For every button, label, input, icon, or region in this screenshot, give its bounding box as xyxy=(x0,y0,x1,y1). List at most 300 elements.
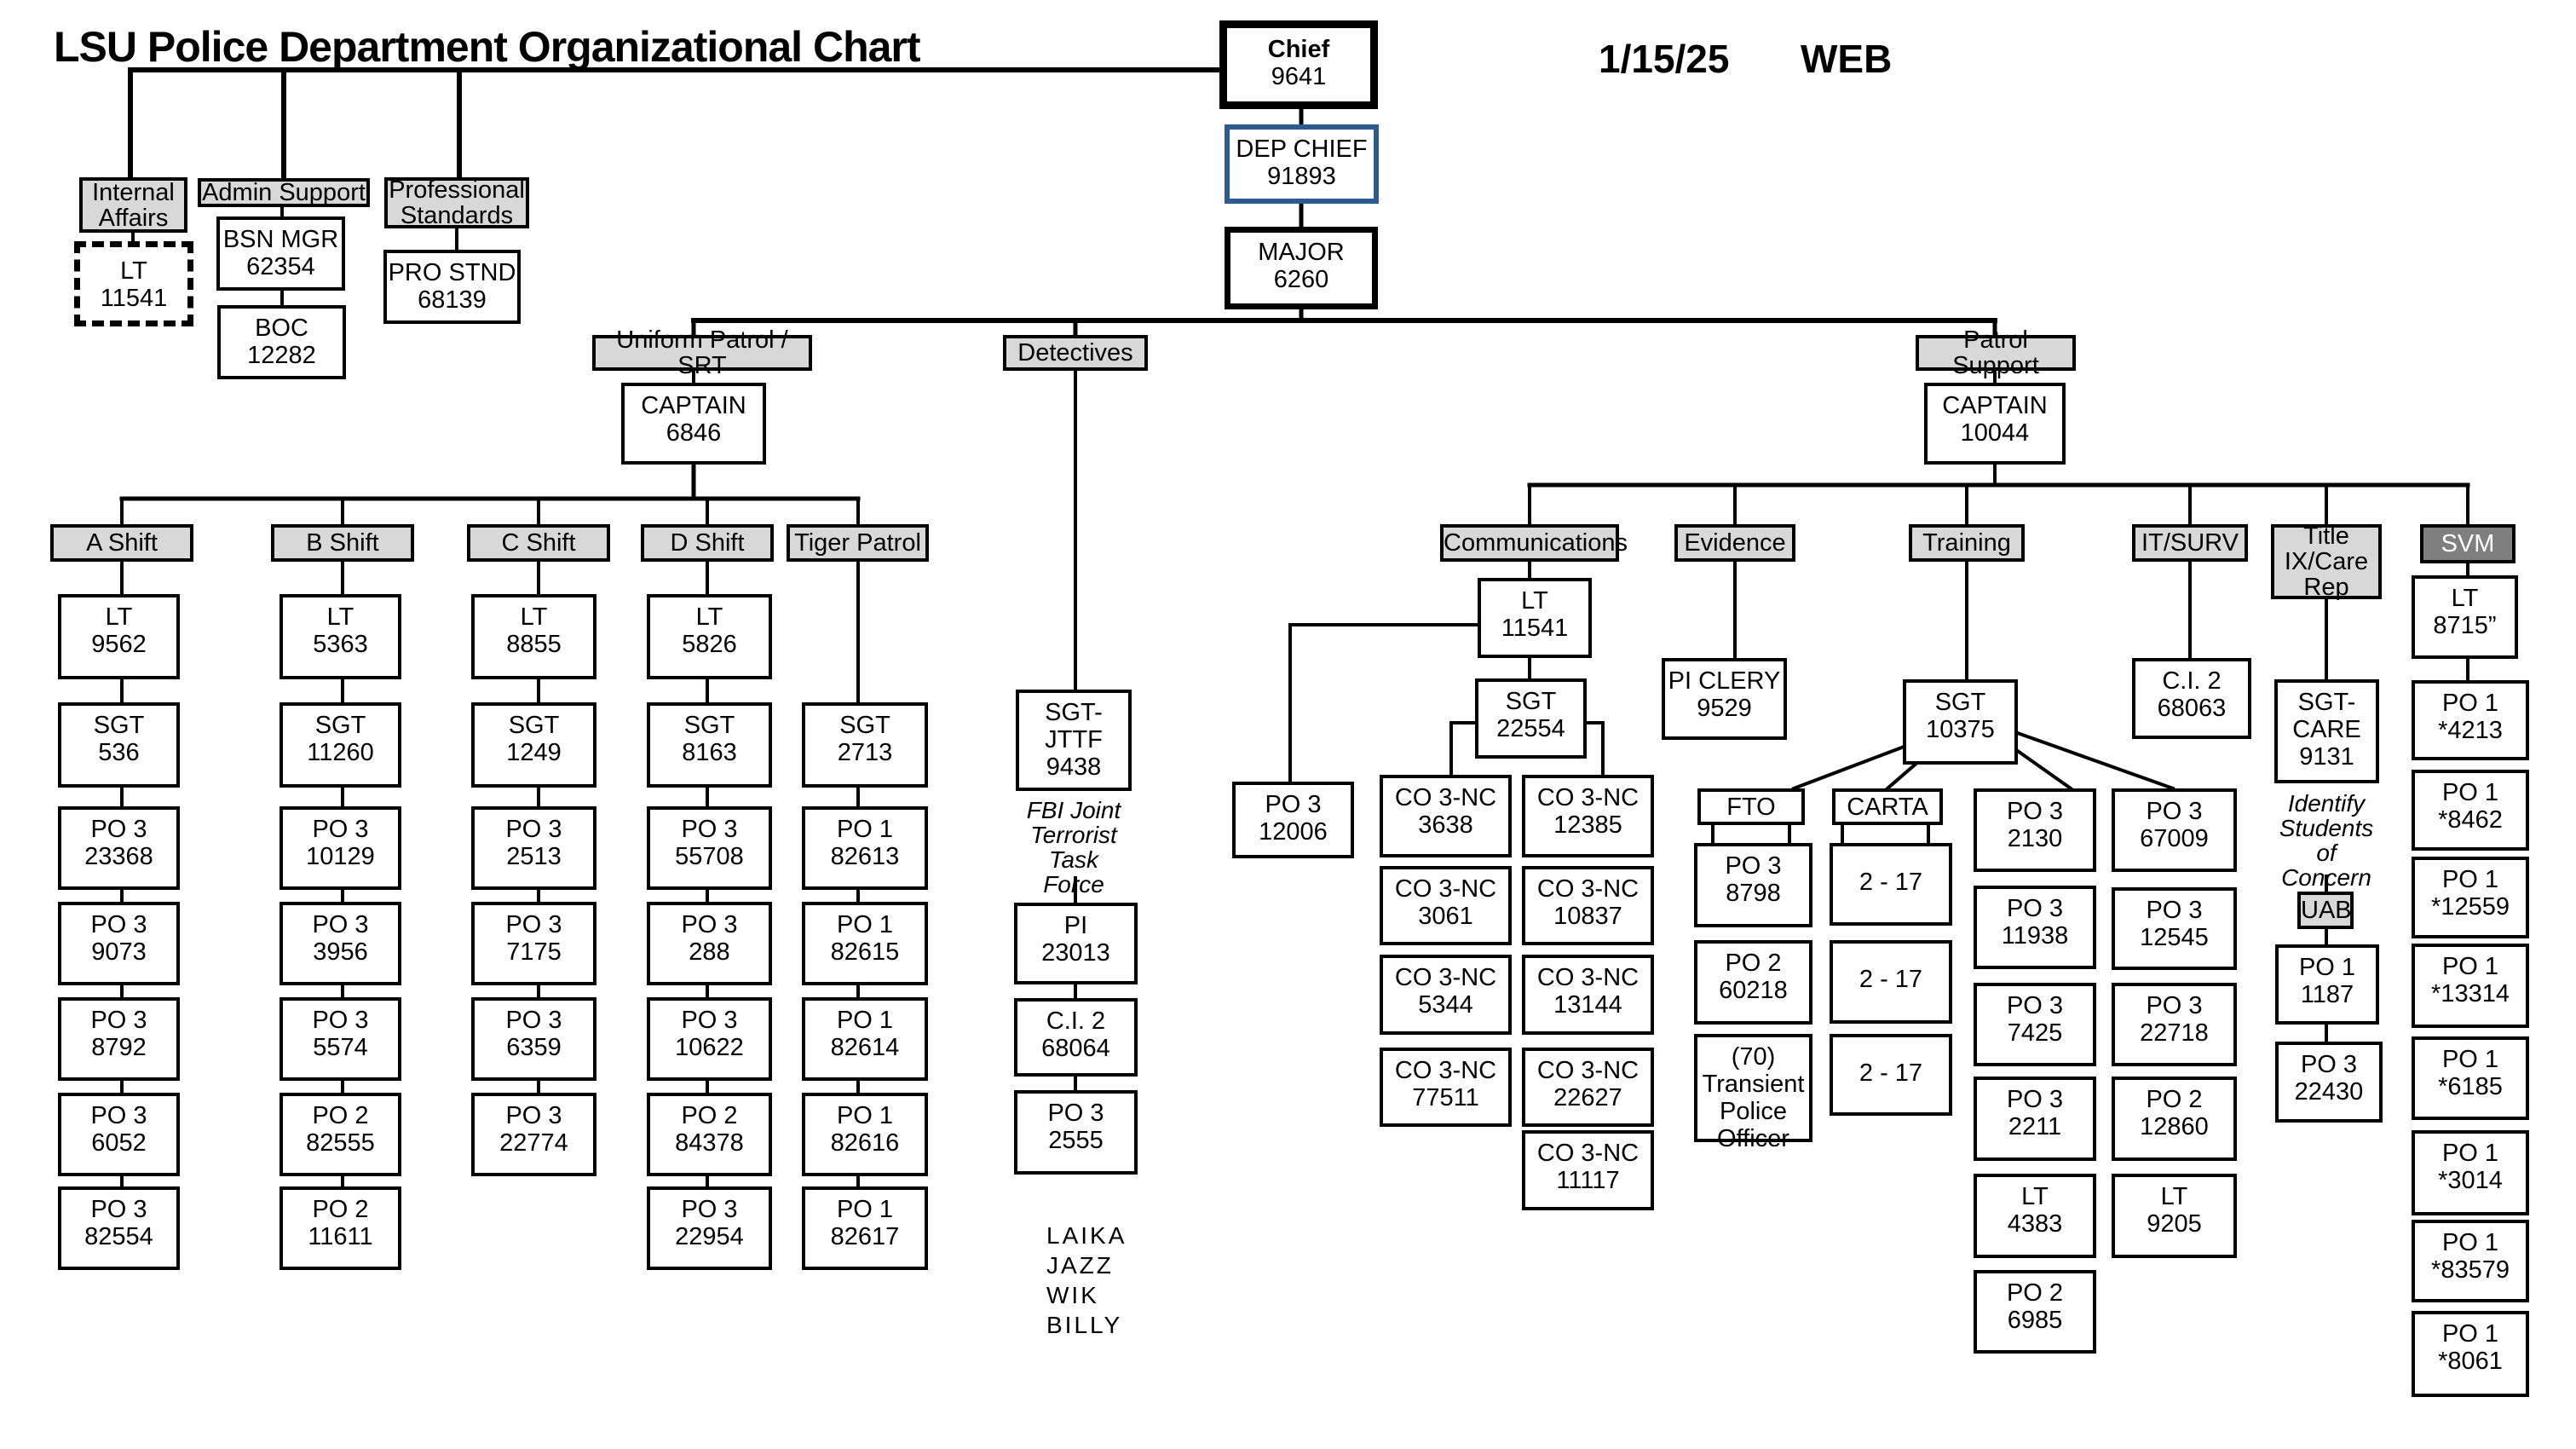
node-trn-po-7425-line-1: 7425 xyxy=(2007,1019,2063,1047)
node-hdr-patrol-support-line-0: Patrol Support xyxy=(1952,326,2039,379)
node-svm-po-4213 xyxy=(2412,680,2529,760)
node-lt-internal-affairs-line-0: LT xyxy=(120,257,147,285)
node-ci2-68063-line-1: 68063 xyxy=(2157,695,2227,722)
node-c-po-6359-line-0: PO 3 xyxy=(505,1007,562,1034)
node-co-12385-line-1: 12385 xyxy=(1553,811,1622,839)
node-po-1187-line-1: 1187 xyxy=(2300,981,2354,1008)
node-ci2-68063-line-0: C.I. 2 xyxy=(2162,667,2222,695)
node-captain-6846-line-0: CAPTAIN xyxy=(641,392,746,419)
node-d-sgt-line-0: SGT xyxy=(683,712,735,739)
node-svm-lt-line-1: 8715” xyxy=(2433,612,2497,639)
node-sgt-10375 xyxy=(1903,679,2018,765)
node-co-10837 xyxy=(1522,866,1654,945)
node-a-po-23368-line-1: 23368 xyxy=(84,843,153,870)
node-transient-officers xyxy=(1694,1034,1812,1152)
node-svm-po-13314-line-0: PO 1 xyxy=(2441,953,2499,980)
node-d-po-55708 xyxy=(647,806,772,890)
node-trn-po-2130 xyxy=(1974,788,2096,872)
node-d-po-55708-line-1: 55708 xyxy=(675,843,744,870)
node-sgt-care-line-1: CARE xyxy=(2292,716,2361,743)
node-c-lt xyxy=(471,594,596,679)
node-a-po-6052-line-1: 6052 xyxy=(91,1129,147,1157)
node-boc xyxy=(217,305,346,379)
node-co-3638 xyxy=(1380,775,1512,857)
node-svm-po-8462-line-1: *8462 xyxy=(2438,806,2503,834)
node-hdr-uab xyxy=(2297,892,2354,929)
node-sgt-care-line-2: 9131 xyxy=(2299,743,2354,771)
node-b-po-10129 xyxy=(279,806,401,890)
node-k9-names-line-1: JAZZ xyxy=(1046,1252,1114,1279)
node-fto-po-60218-line-1: 60218 xyxy=(1719,977,1788,1004)
node-tiger-po-82616-line-1: 82616 xyxy=(830,1129,900,1157)
node-chief xyxy=(1219,20,1378,109)
node-hdr-communications xyxy=(1440,524,1628,562)
node-hdr-detectives-line-0: Detectives xyxy=(1017,339,1133,367)
node-hdr-title-ix-care-rep-line-2: Rep xyxy=(2303,574,2349,601)
node-c-po-7175-line-0: PO 3 xyxy=(505,911,562,938)
node-svm-po-8061 xyxy=(2412,1311,2529,1397)
node-sgt-10375-line-0: SGT xyxy=(1934,689,1986,716)
node-d-sgt-line-1: 8163 xyxy=(682,739,737,766)
node-tiger-sgt-line-0: SGT xyxy=(839,712,890,739)
node-pi-23013-line-1: 23013 xyxy=(1041,939,1110,967)
node-po-12006-line-1: 12006 xyxy=(1259,818,1328,846)
node-po-1187 xyxy=(2275,944,2379,1025)
node-co-13144 xyxy=(1522,955,1654,1035)
node-a-po-6052-line-0: PO 3 xyxy=(90,1102,147,1129)
node-trn-lt-4383 xyxy=(1974,1174,2096,1258)
node-identify-note-line-0: Identify xyxy=(2287,790,2366,817)
node-hdr-c-shift-line-0: C Shift xyxy=(501,529,576,557)
node-chief-line-0: Chief xyxy=(1267,36,1330,63)
node-trn-po-22718 xyxy=(2112,983,2237,1066)
node-svm-po-4213-line-0: PO 1 xyxy=(2441,690,2499,717)
node-sgt-jttf-line-1: JTTF xyxy=(1045,726,1103,753)
node-a-lt-line-1: 9562 xyxy=(91,631,147,658)
node-b-po-3956-line-0: PO 3 xyxy=(312,911,369,938)
node-c-po-2513-line-0: PO 3 xyxy=(505,816,562,843)
node-hdr-admin-support-line-0: Admin Support xyxy=(202,179,366,206)
node-c-po-7175-line-1: 7175 xyxy=(506,938,562,966)
node-bsn-mgr xyxy=(216,216,345,291)
node-b-po-5574-line-0: PO 3 xyxy=(312,1007,369,1034)
node-c-po-7175 xyxy=(471,902,596,985)
node-ci2-68064-line-1: 68064 xyxy=(1041,1035,1110,1062)
node-hdr-professional-standards-line-0: Professional xyxy=(389,176,525,204)
node-d-po-22954-line-1: 22954 xyxy=(675,1223,744,1250)
node-a-po-9073-line-0: PO 3 xyxy=(90,911,147,938)
node-svm-po-6185-line-0: PO 1 xyxy=(2441,1046,2499,1073)
node-co-10837-line-0: CO 3-NC xyxy=(1536,875,1640,903)
node-trn-po-6985-line-0: PO 2 xyxy=(2006,1279,2064,1307)
node-hdr-title-ix-care-rep-line-1: IX/Care xyxy=(2284,548,2369,575)
node-hdr-title-ix-care-rep xyxy=(2271,524,2382,599)
node-carta-2-line-0: 2 - 17 xyxy=(1859,966,1923,993)
node-c-sgt xyxy=(471,702,596,788)
node-d-po-10622 xyxy=(647,997,772,1081)
node-dep-chief-line-0: DEP CHIEF xyxy=(1236,136,1368,163)
node-tiger-po-82614-line-0: PO 1 xyxy=(836,1007,894,1034)
node-svm-lt-line-0: LT xyxy=(2451,585,2479,612)
node-svm-po-6185-line-1: *6185 xyxy=(2438,1073,2503,1100)
node-po-22430-line-0: PO 3 xyxy=(2300,1051,2358,1078)
node-hdr-admin-support xyxy=(198,178,370,207)
node-svm-lt xyxy=(2412,575,2518,659)
node-co-11117-line-0: CO 3-NC xyxy=(1536,1140,1640,1167)
node-c-po-22774-line-1: 22774 xyxy=(499,1129,568,1157)
node-d-po-55708-line-0: PO 3 xyxy=(681,816,738,843)
node-co-12385 xyxy=(1522,775,1654,857)
node-po-22430 xyxy=(2275,1042,2383,1123)
node-comms-sgt xyxy=(1475,678,1587,759)
node-a-lt xyxy=(58,594,180,679)
node-captain-6846-line-1: 6846 xyxy=(666,419,722,447)
node-d-po-84378-line-1: 84378 xyxy=(675,1129,744,1157)
node-hdr-evidence xyxy=(1674,524,1795,562)
node-pi-clery-line-1: 9529 xyxy=(1697,695,1752,722)
node-b-po-11611-line-1: 11611 xyxy=(308,1223,373,1250)
node-tiger-po-82614-line-1: 82614 xyxy=(830,1034,900,1061)
node-hdr-training-line-0: Training xyxy=(1922,529,2011,557)
node-svm-po-12559-line-1: *12559 xyxy=(2431,893,2510,921)
node-boc-line-1: 12282 xyxy=(247,342,316,369)
node-co-12385-line-0: CO 3-NC xyxy=(1536,784,1640,811)
node-fto-po-60218-line-0: PO 2 xyxy=(1725,950,1782,977)
node-b-po-82555-line-0: PO 2 xyxy=(312,1102,369,1129)
node-b-po-5574 xyxy=(279,997,401,1081)
node-comms-lt xyxy=(1478,578,1592,658)
node-pro-stnd xyxy=(383,250,521,324)
node-major xyxy=(1225,227,1378,309)
node-tiger-po-82617-line-0: PO 1 xyxy=(836,1196,894,1223)
node-svm-po-8462 xyxy=(2412,770,2529,851)
node-transient-officers-line-3: Officer xyxy=(1717,1125,1789,1152)
node-chief-line-1: 9641 xyxy=(1271,63,1327,90)
node-trn-po-2211 xyxy=(1974,1077,2096,1161)
node-trn-po-12860-line-1: 12860 xyxy=(2140,1113,2209,1140)
node-co-11117-line-1: 11117 xyxy=(1556,1167,1620,1194)
node-trn-po-22718-line-1: 22718 xyxy=(2140,1019,2209,1047)
node-fto-po-8798-line-1: 8798 xyxy=(1726,880,1781,907)
node-sgt-jttf-line-0: SGT- xyxy=(1045,699,1103,726)
node-ci2-68063 xyxy=(2132,658,2251,739)
node-trn-po-22718-line-0: PO 3 xyxy=(2146,992,2203,1019)
node-trn-po-12545-line-0: PO 3 xyxy=(2146,897,2203,924)
node-tiger-po-82615-line-0: PO 1 xyxy=(836,911,894,938)
node-hdr-b-shift xyxy=(271,524,414,562)
node-tiger-po-82616-line-0: PO 1 xyxy=(836,1102,894,1129)
node-co-3638-line-0: CO 3-NC xyxy=(1394,784,1497,811)
node-dep-chief xyxy=(1225,124,1379,204)
node-trn-po-7425 xyxy=(1974,983,2096,1066)
node-c-po-22774-line-0: PO 3 xyxy=(505,1102,562,1129)
node-c-po-2513 xyxy=(471,806,596,890)
node-captain-10044 xyxy=(1924,383,2066,465)
node-d-po-10622-line-0: PO 3 xyxy=(681,1007,738,1034)
node-svm-po-13314 xyxy=(2412,944,2529,1028)
node-hdr-detectives xyxy=(1003,335,1148,371)
node-lt-internal-affairs xyxy=(74,241,193,326)
node-trn-po-12860-line-0: PO 2 xyxy=(2146,1086,2203,1113)
node-major-line-0: MAJOR xyxy=(1258,239,1345,266)
node-tiger-po-82613-line-1: 82613 xyxy=(830,843,900,870)
node-a-po-9073 xyxy=(58,902,180,985)
node-pro-stnd-line-1: 68139 xyxy=(418,286,487,314)
node-sgt-care xyxy=(2274,679,2379,783)
node-fbi-note xyxy=(1006,797,1142,898)
node-hdr-it-surv xyxy=(2132,524,2248,562)
node-sgt-care-line-0: SGT- xyxy=(2297,689,2356,716)
node-co-77511-line-1: 77511 xyxy=(1412,1084,1479,1111)
node-trn-po-11938-line-1: 11938 xyxy=(2001,922,2069,950)
node-hdr-title-ix-care-rep-line-0: Title xyxy=(2303,522,2349,550)
node-k9-names-line-0: LAIKA xyxy=(1046,1222,1127,1249)
node-carta-1-line-0: 2 - 17 xyxy=(1859,869,1923,896)
node-trn-po-12545 xyxy=(2112,887,2237,970)
node-a-po-82554-line-1: 82554 xyxy=(84,1223,153,1250)
node-identify-note-line-1: Students xyxy=(2279,815,2374,841)
node-a-sgt xyxy=(58,702,180,788)
node-co-77511 xyxy=(1380,1048,1512,1127)
node-co-3061-line-0: CO 3-NC xyxy=(1394,875,1497,903)
node-hdr-d-shift-line-0: D Shift xyxy=(670,529,745,557)
chart-date: 1/15/25 xyxy=(1599,37,1730,81)
node-co-22627-line-0: CO 3-NC xyxy=(1536,1057,1640,1084)
node-po-2555-line-0: PO 3 xyxy=(1047,1100,1104,1127)
node-a-po-23368-line-0: PO 3 xyxy=(90,816,147,843)
node-svm-po-83579-line-1: *83579 xyxy=(2431,1256,2510,1284)
node-a-po-8792 xyxy=(58,997,180,1081)
node-co-13144-line-0: CO 3-NC xyxy=(1536,964,1640,991)
node-co-22627-line-1: 22627 xyxy=(1553,1084,1622,1111)
node-identify-note xyxy=(2258,790,2394,891)
node-fbi-note-line-0: FBI Joint xyxy=(1026,797,1121,823)
node-svm-po-6185 xyxy=(2412,1036,2529,1120)
node-b-po-11611 xyxy=(279,1186,401,1270)
node-a-po-9073-line-1: 9073 xyxy=(91,938,147,966)
node-fbi-note-line-3: Force xyxy=(1043,871,1104,898)
node-trn-po-7425-line-0: PO 3 xyxy=(2006,992,2064,1019)
node-hdr-fto-line-0: FTO xyxy=(1726,793,1776,821)
node-ci2-68064 xyxy=(1014,998,1138,1077)
node-trn-lt-9205-line-1: 9205 xyxy=(2147,1210,2202,1238)
node-pro-stnd-line-0: PRO STND xyxy=(388,259,516,286)
node-co-11117 xyxy=(1522,1130,1654,1210)
node-d-po-84378 xyxy=(647,1093,772,1176)
node-ci2-68064-line-0: C.I. 2 xyxy=(1046,1007,1106,1035)
node-hdr-b-shift-line-0: B Shift xyxy=(306,529,379,557)
node-c-po-2513-line-1: 2513 xyxy=(506,843,562,870)
node-hdr-training xyxy=(1909,524,2025,562)
node-svm-po-8061-line-0: PO 1 xyxy=(2441,1320,2499,1348)
node-sgt-jttf xyxy=(1016,690,1132,791)
node-identify-note-line-2: of xyxy=(2316,840,2337,866)
node-captain-10044-line-0: CAPTAIN xyxy=(1942,392,2048,419)
node-b-po-11611-line-0: PO 2 xyxy=(312,1196,369,1223)
node-hdr-patrol-support xyxy=(1916,326,2076,379)
node-bsn-mgr-line-1: 62354 xyxy=(246,253,315,280)
node-trn-lt-4383-line-1: 4383 xyxy=(2007,1210,2063,1238)
node-trn-po-67009-line-1: 67009 xyxy=(2140,825,2209,852)
node-a-po-82554-line-0: PO 3 xyxy=(90,1196,147,1223)
node-co-5344-line-1: 5344 xyxy=(1418,991,1473,1019)
page-title: LSU Police Department Organizational Chart xyxy=(54,23,920,71)
node-svm-po-3014-line-1: *3014 xyxy=(2438,1167,2503,1194)
node-d-po-22954-line-0: PO 3 xyxy=(681,1196,738,1223)
node-tiger-sgt xyxy=(802,702,928,788)
node-d-lt-line-1: 5826 xyxy=(682,631,737,658)
node-pi-23013 xyxy=(1014,903,1138,984)
node-hdr-carta xyxy=(1832,788,1943,825)
node-trn-lt-9205-line-0: LT xyxy=(2160,1183,2188,1210)
node-captain-10044-line-1: 10044 xyxy=(1960,419,2030,447)
node-a-po-8792-line-1: 8792 xyxy=(91,1034,147,1061)
node-svm-po-13314-line-1: *13314 xyxy=(2431,980,2510,1007)
node-hdr-uniform-patrol-srt xyxy=(592,326,812,379)
node-co-10837-line-1: 10837 xyxy=(1553,903,1622,930)
node-fto-po-8798-line-0: PO 3 xyxy=(1725,852,1782,880)
node-comms-sgt-line-1: 22554 xyxy=(1496,715,1565,742)
node-a-po-6052 xyxy=(58,1093,180,1176)
node-svm-po-83579 xyxy=(2412,1220,2529,1302)
node-k9-names xyxy=(1046,1221,1183,1348)
node-b-po-3956-line-1: 3956 xyxy=(313,938,368,966)
node-co-5344-line-0: CO 3-NC xyxy=(1394,964,1497,991)
node-b-po-5574-line-1: 5574 xyxy=(313,1034,368,1061)
node-hdr-a-shift-line-0: A Shift xyxy=(86,529,158,557)
node-trn-lt-9205 xyxy=(2112,1174,2237,1258)
node-identify-note-line-3: Concern xyxy=(2281,864,2371,891)
node-transient-officers-line-2: Police xyxy=(1720,1098,1787,1125)
node-trn-po-2211-line-0: PO 3 xyxy=(2006,1086,2064,1113)
node-b-lt-line-1: 5363 xyxy=(313,631,368,658)
node-co-77511-line-0: CO 3-NC xyxy=(1394,1057,1497,1084)
node-tiger-sgt-line-1: 2713 xyxy=(837,739,893,766)
node-hdr-internal-affairs-line-1: Affairs xyxy=(98,204,169,232)
node-tiger-po-82616 xyxy=(802,1093,928,1176)
node-trn-po-12545-line-1: 12545 xyxy=(2140,924,2209,951)
node-po-12006 xyxy=(1232,782,1354,858)
node-major-line-1: 6260 xyxy=(1273,266,1329,293)
node-trn-po-2130-line-1: 2130 xyxy=(2007,825,2063,852)
node-k9-names-line-2: WIK xyxy=(1046,1282,1099,1308)
node-fto-po-60218 xyxy=(1694,940,1812,1025)
node-b-po-3956 xyxy=(279,902,401,985)
node-d-lt xyxy=(647,594,772,679)
node-a-sgt-line-1: 536 xyxy=(98,739,140,766)
node-d-po-288-line-1: 288 xyxy=(689,938,730,966)
node-transient-officers-line-1: Transient xyxy=(1702,1071,1805,1098)
node-svm-po-12559 xyxy=(2412,857,2529,938)
node-trn-po-67009-line-0: PO 3 xyxy=(2146,798,2203,825)
node-hdr-fto xyxy=(1697,788,1805,825)
node-svm-po-8462-line-0: PO 1 xyxy=(2441,779,2499,806)
node-carta-3-line-0: 2 - 17 xyxy=(1859,1059,1923,1087)
node-trn-po-6985-line-1: 6985 xyxy=(2007,1307,2063,1334)
node-c-po-6359-line-1: 6359 xyxy=(506,1034,562,1061)
node-svm-po-4213-line-1: *4213 xyxy=(2438,717,2503,744)
node-carta-2 xyxy=(1830,940,1952,1024)
node-comms-lt-line-1: 11541 xyxy=(1501,615,1569,642)
node-po-12006-line-0: PO 3 xyxy=(1265,791,1322,818)
node-c-lt-line-0: LT xyxy=(520,603,548,631)
node-pi-clery-line-0: PI CLERY xyxy=(1668,667,1781,695)
node-a-po-8792-line-0: PO 3 xyxy=(90,1007,147,1034)
node-d-po-10622-line-1: 10622 xyxy=(675,1034,744,1061)
node-co-22627 xyxy=(1522,1048,1654,1127)
node-fbi-note-line-2: Task xyxy=(1048,846,1099,873)
node-trn-po-2130-line-0: PO 3 xyxy=(2006,798,2064,825)
node-b-lt xyxy=(279,594,401,679)
node-hdr-uniform-patrol-srt-line-0: Uniform Patrol / SRT xyxy=(616,326,788,379)
node-hdr-professional-standards xyxy=(384,177,529,228)
node-c-po-22774 xyxy=(471,1093,596,1176)
node-co-3061 xyxy=(1380,866,1512,945)
node-hdr-tiger-patrol xyxy=(787,524,929,562)
node-po-2555-line-1: 2555 xyxy=(1048,1127,1104,1154)
node-pi-23013-line-0: PI xyxy=(1063,912,1088,939)
node-captain-6846 xyxy=(621,383,766,465)
node-hdr-a-shift xyxy=(50,524,193,562)
node-hdr-d-shift xyxy=(641,524,774,562)
node-dep-chief-line-1: 91893 xyxy=(1267,163,1336,190)
node-tiger-po-82617-line-1: 82617 xyxy=(830,1223,900,1250)
node-tiger-po-82615-line-1: 82615 xyxy=(830,938,900,966)
node-tiger-po-82614 xyxy=(802,997,928,1081)
node-hdr-uab-line-0: UAB xyxy=(2301,897,2352,924)
node-trn-po-2211-line-1: 2211 xyxy=(2008,1113,2062,1140)
node-trn-po-67009 xyxy=(2112,788,2237,872)
node-sgt-10375-line-1: 10375 xyxy=(1926,716,1995,743)
node-hdr-professional-standards-line-1: Standards xyxy=(400,202,514,229)
node-b-po-10129-line-0: PO 3 xyxy=(312,816,369,843)
node-hdr-carta-line-0: CARTA xyxy=(1847,793,1928,821)
node-trn-po-12860 xyxy=(2112,1077,2237,1161)
node-b-po-82555-line-1: 82555 xyxy=(306,1129,375,1157)
node-fbi-note-line-1: Terrorist xyxy=(1030,822,1117,848)
node-hdr-tiger-patrol-line-0: Tiger Patrol xyxy=(794,529,921,557)
node-co-5344 xyxy=(1380,955,1512,1035)
node-d-lt-line-0: LT xyxy=(695,603,723,631)
node-hdr-internal-affairs-line-0: Internal xyxy=(92,178,175,206)
node-hdr-communications-line-0: Communications xyxy=(1444,529,1628,557)
node-a-lt-line-0: LT xyxy=(105,603,133,631)
node-svm-po-12559-line-0: PO 1 xyxy=(2441,866,2499,893)
node-trn-lt-4383-line-0: LT xyxy=(2021,1183,2049,1210)
node-d-po-288-line-0: PO 3 xyxy=(681,911,738,938)
node-trn-po-6985 xyxy=(1974,1270,2096,1354)
node-b-po-10129-line-1: 10129 xyxy=(306,843,375,870)
node-b-sgt xyxy=(279,702,401,788)
node-pi-clery xyxy=(1662,658,1787,740)
node-hdr-it-surv-line-0: IT/SURV xyxy=(2141,529,2239,557)
node-svm-po-8061-line-1: *8061 xyxy=(2438,1348,2503,1375)
node-d-po-84378-line-0: PO 2 xyxy=(681,1102,738,1129)
node-k9-names-line-3: BILLY xyxy=(1046,1312,1123,1338)
node-co-3638-line-1: 3638 xyxy=(1418,811,1473,839)
node-comms-lt-line-0: LT xyxy=(1521,587,1548,615)
node-carta-1 xyxy=(1830,843,1952,926)
node-b-sgt-line-0: SGT xyxy=(314,712,366,739)
node-b-sgt-line-1: 11260 xyxy=(307,739,374,766)
node-hdr-c-shift xyxy=(467,524,610,562)
node-d-po-22954 xyxy=(647,1186,772,1270)
node-a-po-82554 xyxy=(58,1186,180,1270)
node-b-po-82555 xyxy=(279,1093,401,1176)
node-a-po-23368 xyxy=(58,806,180,890)
version-tag: WEB xyxy=(1801,37,1893,81)
node-svm-po-83579-line-0: PO 1 xyxy=(2441,1229,2499,1256)
